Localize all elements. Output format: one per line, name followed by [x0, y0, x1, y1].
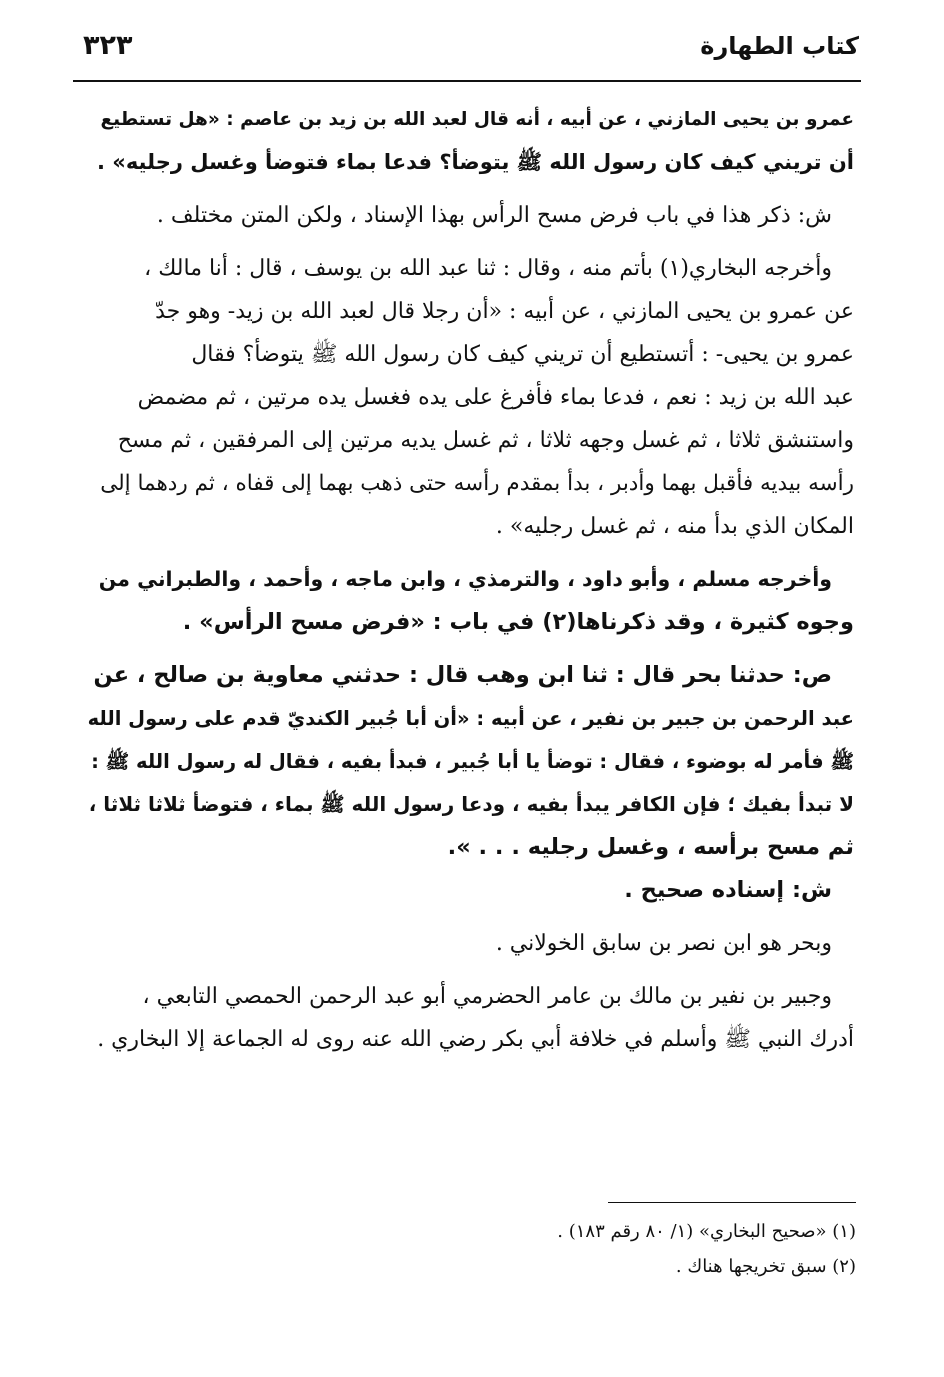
text-line: لا تبدأ بفيك ؛ فإن الكافر يبدأ بفيه ، ودعا رسول الله ﷺ بماء ، فتوضأ ثلاثا ثلاثا ، — [88, 792, 854, 816]
text-line: عبد الله بن زيد : نعم ، فدعا بماء فأفرغ على يده فغسل يده مرتين ، ثم مضمض — [137, 385, 854, 410]
text-line: أن تريني كيف كان رسول الله ﷺ يتوضأ؟ فدعا بماء فتوضأ وغسل رجليه» . — [96, 150, 854, 174]
text-line: ش: إسناده صحيح . — [624, 877, 832, 903]
text-line: وجوه كثيرة ، وقد ذكرناها(٢) في باب : «فرض مسح الرأس» . — [182, 609, 854, 635]
text-line: وأخرجه مسلم ، وأبو داود ، والترمذي ، وابن ماجه ، وأحمد ، والطبراني من — [98, 567, 832, 591]
text-line: أدرك النبي ﷺ وأسلم في خلافة أبي بكر رضي الله عنه روى له الجماعة إلا البخاري . — [97, 1027, 854, 1052]
text-line: عبد الرحمن بن جبير بن نفير ، عن أبيه : «أن أبا جُبير الكنديّ قدم على رسول الله — [88, 707, 854, 730]
text-line: ﷺ فأمر له بوضوء ، فقال : توضأ يا أبا جُبير ، فبدأ بفيه ، فقال له رسول الله ﷺ : — [91, 750, 854, 773]
text-line: وأخرجه البخاري(١) بأتم منه ، وقال : ثنا عبد الله بن يوسف ، قال : أنا مالك ، — [144, 256, 832, 281]
footnote-divider — [608, 1202, 856, 1203]
footnotes — [88, 1214, 856, 1284]
page-number: ٣٢٣ — [83, 30, 133, 61]
book-title: كتاب الطهارة — [700, 32, 859, 60]
commentary-paragraph — [88, 194, 854, 237]
text-line: ش: ذكر هذا في باب فرض مسح الرأس بهذا الإسناد ، ولكن المتن مختلف . — [156, 203, 832, 228]
hadith-text-paragraph-2 — [88, 654, 854, 912]
text-line: عمرو بن يحيى المازني ، عن أبيه ، أنه قال لعبد الله بن زيد بن عاصم : «هل تستطيع — [100, 109, 854, 130]
page-header — [75, 28, 859, 72]
text-line: عن عمرو بن يحيى المازني ، عن أبيه : «أن رجلا قال لعبد الله بن زيد- وهو جدّ — [155, 299, 854, 324]
header-divider — [73, 80, 861, 82]
text-line: واستنشق ثلاثا ، ثم غسل وجهه ثلاثا ، ثم غسل يديه مرتين إلى المرفقين ، ثم مسح — [117, 428, 854, 453]
text-line: وجبير بن نفير بن مالك بن عامر الحضرمي أبو عبد الرحمن الحمصي التابعي ، — [142, 984, 832, 1009]
text-line: المكان الذي بدأ منه ، ثم غسل رجليه» . — [495, 514, 854, 539]
main-text — [88, 98, 854, 1061]
narrator-paragraph-2 — [88, 975, 854, 1061]
text-line: رأسه بيديه فأقبل بهما وأدبر ، بدأ بمقدم رأسه حتى ذهب بهما إلى قفاه ، ثم ردهما إلى — [100, 471, 854, 496]
text-line: وبحر هو ابن نصر بن سابق الخولاني . — [495, 931, 832, 956]
footnote: (٢) سبق تخريجها هناك . — [675, 1256, 856, 1277]
hadith-text-paragraph — [88, 98, 854, 184]
takhrij-paragraph — [88, 247, 854, 548]
takhrij-paragraph-2 — [88, 558, 854, 644]
text-line: ص: حدثنا بحر قال : ثنا ابن وهب قال : حدثني معاوية بن صالح ، عن — [93, 662, 832, 688]
narrator-paragraph — [88, 922, 854, 965]
text-line: ثم مسح برأسه ، وغسل رجليه . . . ». — [447, 834, 854, 860]
text-line: عمرو بن يحيى- : أتستطيع أن تريني كيف كان رسول الله ﷺ يتوضأ؟ فقال — [191, 342, 854, 367]
footnote: (١) «صحيح البخاري» (١/ ٨٠ رقم ١٨٣) . — [557, 1221, 856, 1242]
